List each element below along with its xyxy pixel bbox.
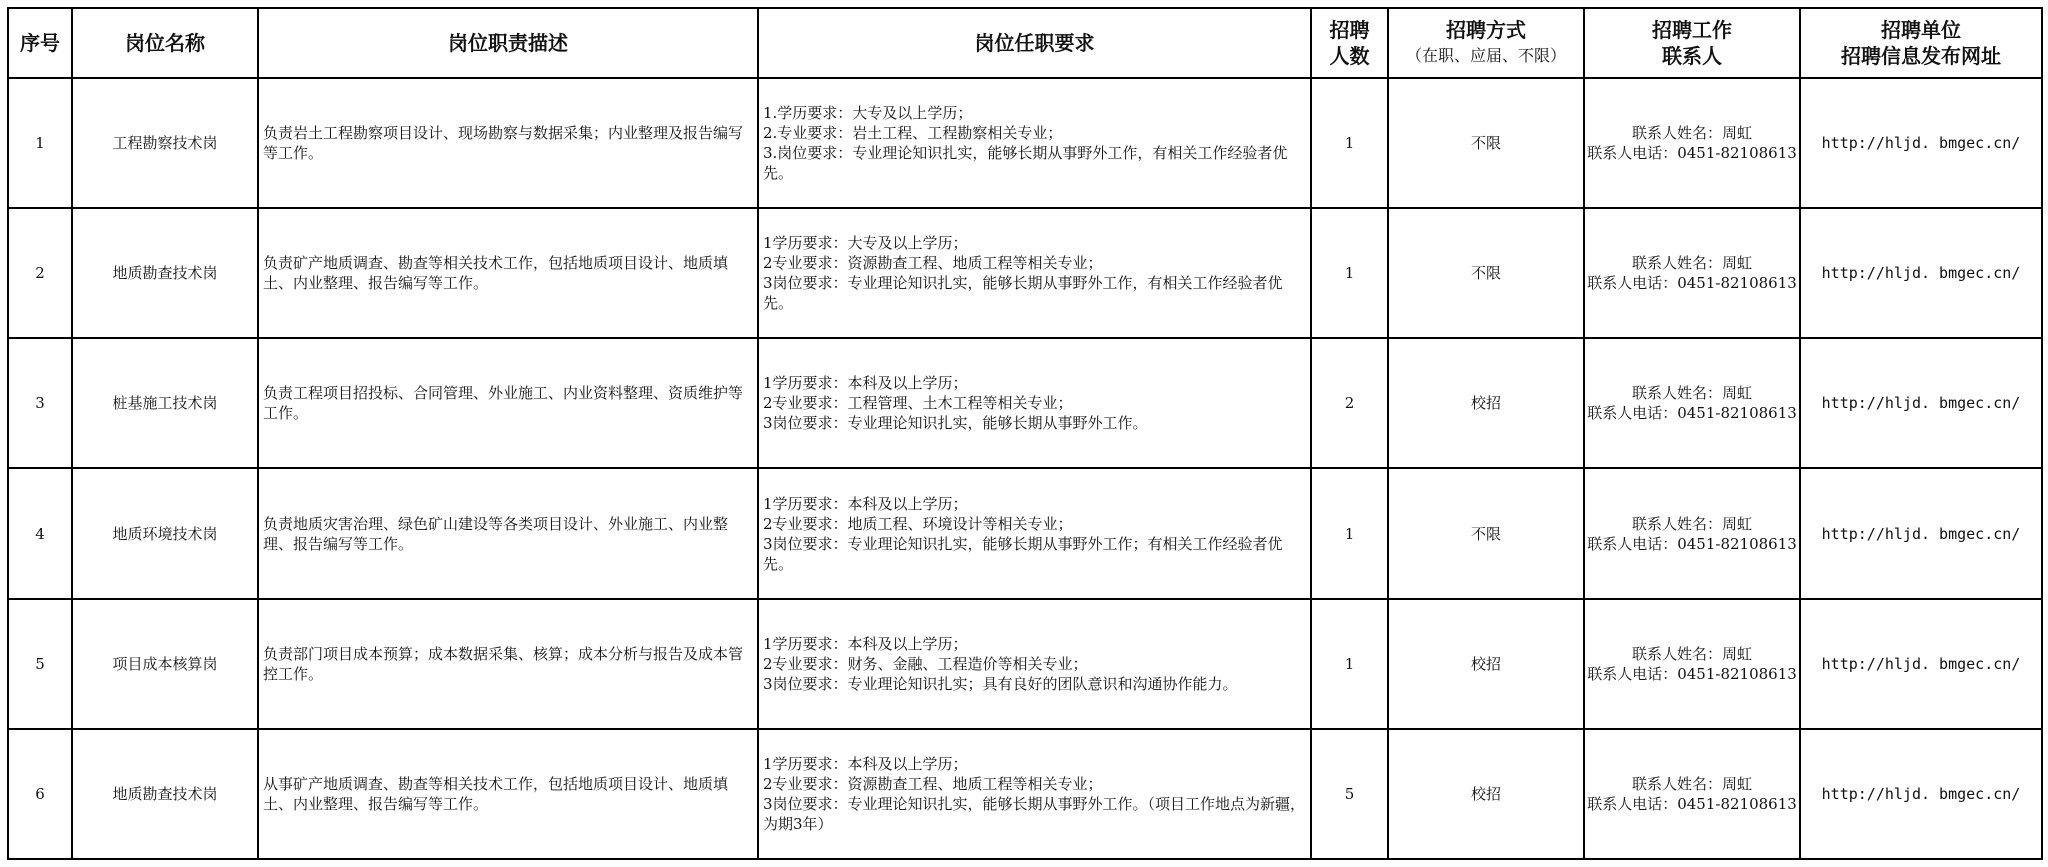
header-contact xyxy=(1584,8,1800,78)
cell-requirements xyxy=(758,599,1311,729)
contact-name: 联系人姓名：周虹 xyxy=(1631,384,1752,403)
requirement-line: 3岗位要求：专业理论知识扎实，能够长期从事野外工作。（项目工作地点为新疆，为期3年） xyxy=(763,794,1306,833)
cell-duties: 负责矿产地质调查、勘查等相关技术工作，包括地质项目设计、地质填土、内业整理、报告编写等工作。 xyxy=(258,208,758,338)
cell-requirements xyxy=(758,468,1311,598)
cell-count: 1 xyxy=(1311,599,1388,729)
requirement-line: 3岗位要求：专业理论知识扎实；具有良好的团队意识和沟通协作能力。 xyxy=(763,674,1238,693)
cell-method: 不限 xyxy=(1388,208,1584,338)
cell-contact xyxy=(1584,729,1800,859)
cell-position: 桩基施工技术岗 xyxy=(72,338,258,468)
cell-position: 工程勘察技术岗 xyxy=(72,78,258,208)
table-row xyxy=(8,729,2042,859)
contact-name: 联系人姓名：周虹 xyxy=(1631,514,1752,533)
header-count-line1: 招聘 xyxy=(1329,18,1370,42)
header-requirements: 岗位任职要求 xyxy=(758,8,1311,78)
cell-seq: 6 xyxy=(8,729,72,859)
cell-position: 项目成本核算岗 xyxy=(72,599,258,729)
requirement-line: 1学历要求：本科及以上学历； xyxy=(763,374,968,393)
requirement-line: 2专业要求：资源勘查工程、地质工程等相关专业； xyxy=(763,774,1103,793)
header-method-line2: （在职、应届、不限） xyxy=(1405,46,1566,65)
cell-url[interactable]: http://hljd. bmgec.cn/ xyxy=(1800,78,2042,208)
table-row xyxy=(8,599,2042,729)
recruitment-table xyxy=(7,7,2043,860)
cell-contact xyxy=(1584,468,1800,598)
cell-method: 校招 xyxy=(1388,338,1584,468)
requirement-line: 1学历要求：本科及以上学历； xyxy=(763,634,968,653)
cell-requirements xyxy=(758,208,1311,338)
header-seq: 序号 xyxy=(8,8,72,78)
cell-contact xyxy=(1584,338,1800,468)
contact-name: 联系人姓名：周虹 xyxy=(1631,774,1752,793)
cell-duties: 负责部门项目成本预算；成本数据采集、核算；成本分析与报告及成本管控工作。 xyxy=(258,599,758,729)
requirement-line: 1学历要求：大专及以上学历； xyxy=(763,234,968,253)
requirement-line: 3岗位要求：专业理论知识扎实，能够长期从事野外工作。 xyxy=(763,414,1148,433)
cell-count: 1 xyxy=(1311,208,1388,338)
cell-count: 1 xyxy=(1311,468,1388,598)
requirement-line: 3.岗位要求：专业理论知识扎实，能够长期从事野外工作，有相关工作经验者优先。 xyxy=(763,144,1288,183)
cell-requirements xyxy=(758,78,1311,208)
cell-contact xyxy=(1584,78,1800,208)
requirement-line: 2专业要求：财务、金融、工程造价等相关专业； xyxy=(763,654,1088,673)
requirement-line: 3岗位要求：专业理论知识扎实，能够长期从事野外工作；有相关工作经验者优先。 xyxy=(763,534,1283,573)
contact-phone: 联系人电话：0451-82108613 xyxy=(1587,664,1797,683)
cell-position: 地质勘查技术岗 xyxy=(72,208,258,338)
requirement-line: 2专业要求：工程管理、土木工程等相关专业； xyxy=(763,394,1073,413)
header-method-line1: 招聘方式 xyxy=(1446,18,1526,42)
cell-position: 地质勘查技术岗 xyxy=(72,729,258,859)
table-row xyxy=(8,338,2042,468)
cell-seq: 1 xyxy=(8,78,72,208)
cell-url[interactable]: http://hljd. bmgec.cn/ xyxy=(1800,208,2042,338)
cell-url[interactable]: http://hljd. bmgec.cn/ xyxy=(1800,599,2042,729)
header-unit xyxy=(1800,8,2042,78)
cell-method: 不限 xyxy=(1388,78,1584,208)
cell-method: 校招 xyxy=(1388,599,1584,729)
cell-contact xyxy=(1584,599,1800,729)
cell-seq: 4 xyxy=(8,468,72,598)
header-contact-line1: 招聘工作 xyxy=(1652,18,1732,42)
cell-count: 2 xyxy=(1311,338,1388,468)
contact-name: 联系人姓名：周虹 xyxy=(1631,124,1752,143)
contact-phone: 联系人电话：0451-82108613 xyxy=(1587,274,1797,293)
requirement-line: 1学历要求：本科及以上学历； xyxy=(763,754,968,773)
cell-seq: 5 xyxy=(8,599,72,729)
header-contact-line2: 联系人 xyxy=(1662,44,1722,68)
table-row xyxy=(8,468,2042,598)
table-row xyxy=(8,208,2042,338)
contact-phone: 联系人电话：0451-82108613 xyxy=(1587,144,1797,163)
requirement-line: 2.专业要求：岩土工程、工程勘察相关专业； xyxy=(763,124,1063,143)
cell-duties: 负责岩土工程勘察项目设计、现场勘察与数据采集；内业整理及报告编写等工作。 xyxy=(258,78,758,208)
cell-url[interactable]: http://hljd. bmgec.cn/ xyxy=(1800,468,2042,598)
header-method xyxy=(1388,8,1584,78)
cell-duties: 从事矿产地质调查、勘查等相关技术工作，包括地质项目设计、地质填土、内业整理、报告编写等工作。 xyxy=(258,729,758,859)
header-count-line2: 人数 xyxy=(1329,44,1370,68)
header-position: 岗位名称 xyxy=(72,8,258,78)
header-unit-line2: 招聘信息发布网址 xyxy=(1841,44,2001,68)
cell-count: 5 xyxy=(1311,729,1388,859)
cell-requirements xyxy=(758,338,1311,468)
cell-count: 1 xyxy=(1311,78,1388,208)
contact-name: 联系人姓名：周虹 xyxy=(1631,254,1752,273)
header-row xyxy=(8,8,2042,78)
contact-phone: 联系人电话：0451-82108613 xyxy=(1587,534,1797,553)
requirement-line: 1学历要求：本科及以上学历； xyxy=(763,494,968,513)
contact-phone: 联系人电话：0451-82108613 xyxy=(1587,404,1797,423)
requirement-line: 3岗位要求：专业理论知识扎实，能够长期从事野外工作，有相关工作经验者优先。 xyxy=(763,274,1283,313)
header-duties: 岗位职责描述 xyxy=(258,8,758,78)
header-unit-line1: 招聘单位 xyxy=(1881,18,1961,42)
requirement-line: 2专业要求：资源勘查工程、地质工程等相关专业； xyxy=(763,254,1103,273)
contact-phone: 联系人电话：0451-82108613 xyxy=(1587,794,1797,813)
requirement-line: 2专业要求：地质工程、环境设计等相关专业； xyxy=(763,514,1073,533)
cell-duties: 负责工程项目招投标、合同管理、外业施工、内业资料整理、资质维护等工作。 xyxy=(258,338,758,468)
cell-requirements xyxy=(758,729,1311,859)
table-row xyxy=(8,78,2042,208)
cell-contact xyxy=(1584,208,1800,338)
requirement-line: 1.学历要求：大专及以上学历； xyxy=(763,104,973,123)
contact-name: 联系人姓名：周虹 xyxy=(1631,644,1752,663)
cell-method: 校招 xyxy=(1388,729,1584,859)
cell-seq: 3 xyxy=(8,338,72,468)
cell-method: 不限 xyxy=(1388,468,1584,598)
cell-seq: 2 xyxy=(8,208,72,338)
cell-duties: 负责地质灾害治理、绿色矿山建设等各类项目设计、外业施工、内业整理、报告编写等工作。 xyxy=(258,468,758,598)
cell-position: 地质环境技术岗 xyxy=(72,468,258,598)
cell-url[interactable]: http://hljd. bmgec.cn/ xyxy=(1800,729,2042,859)
cell-url[interactable]: http://hljd. bmgec.cn/ xyxy=(1800,338,2042,468)
header-count xyxy=(1311,8,1388,78)
